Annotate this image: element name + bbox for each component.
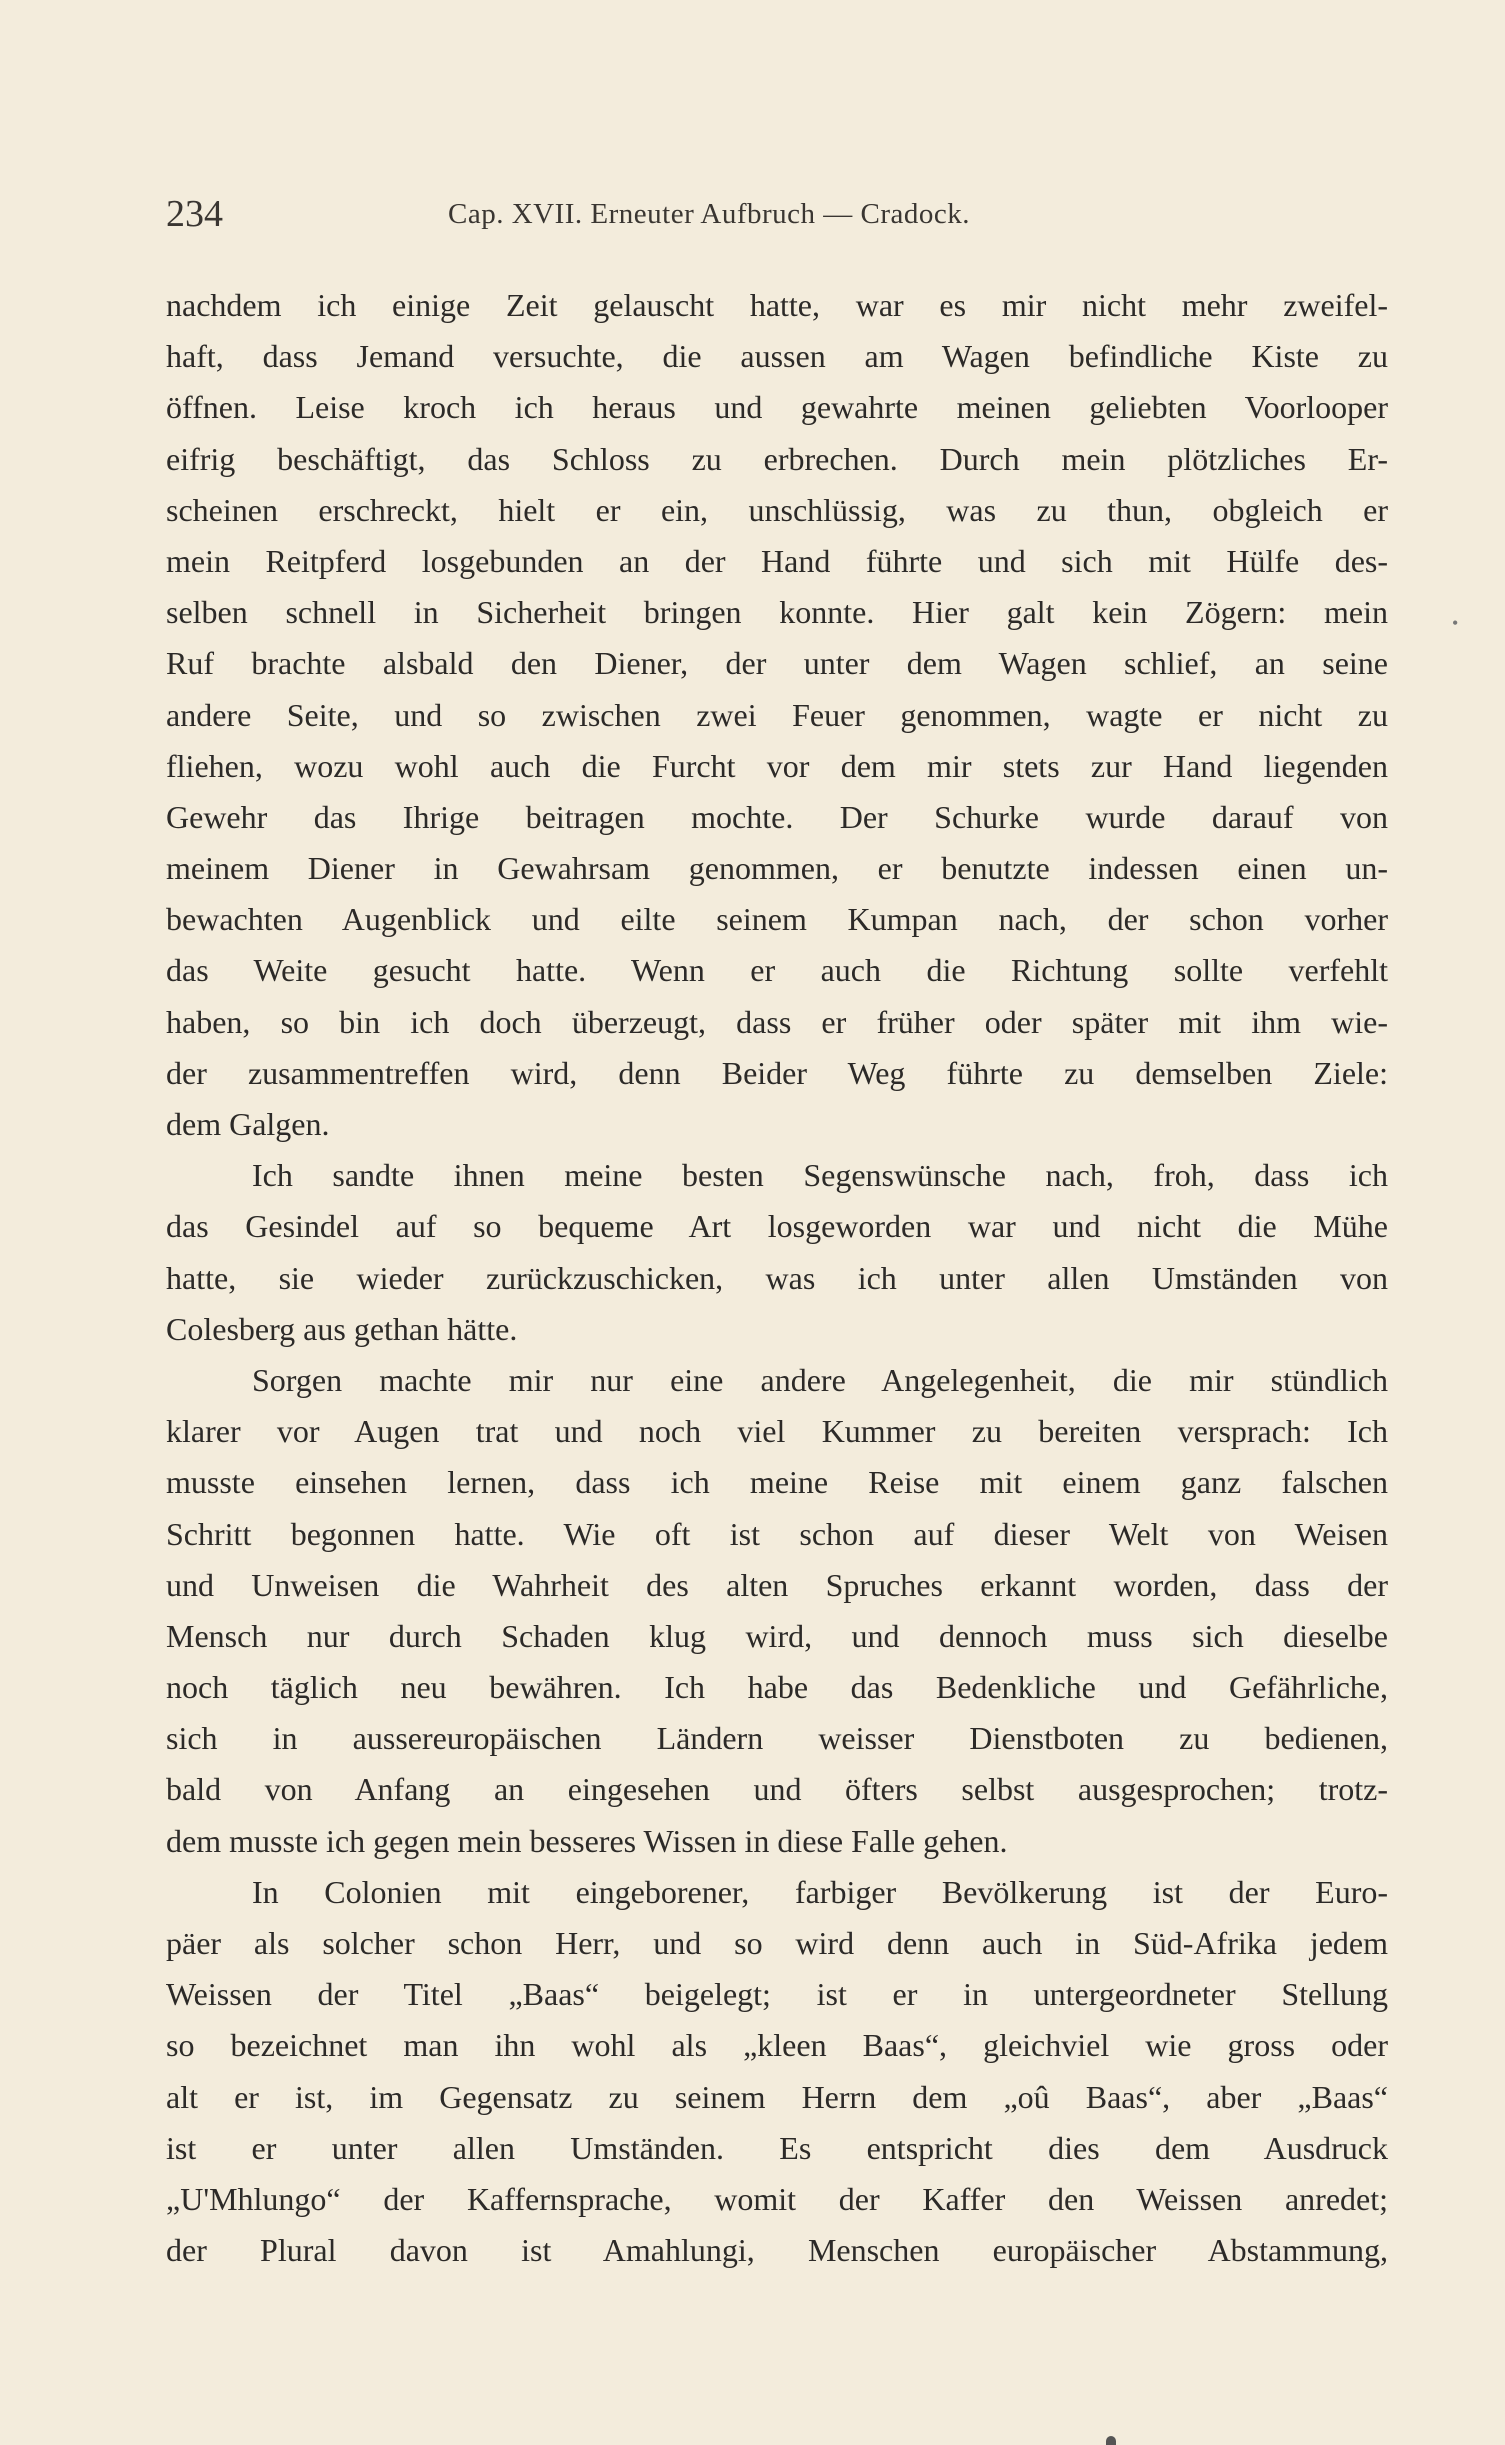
text-line: bewachten Augenblick und eilte seinem Kumpan nach, der schon vorher [166,901,1388,938]
text-line: haft, dass Jemand versuchte, die aussen am Wagen befindliche Kiste zu [166,338,1388,375]
text-line: andere Seite, und so zwischen zwei Feuer genommen, wagte er nicht zu [166,696,1388,733]
text-line: dem musste ich gegen mein besseres Wissen in diese Falle gehen. [166,1822,1008,1859]
text-line: mein Reitpferd losgebunden an der Hand führte und sich mit Hülfe des- [166,542,1388,579]
text-line: noch täglich neu bewähren. Ich habe das Bedenkliche und Gefährliche, [166,1669,1388,1706]
margin-mark: • [1452,613,1459,633]
text-line: der Plural davon ist Amahlungi, Menschen europäischer Abstammung, [166,2232,1388,2269]
text-line: das Weite gesucht hatte. Wenn er auch die Richtung sollte verfehlt [166,952,1388,989]
page-body [166,280,1388,2276]
paragraph-first-line: Ich sandte ihnen meine besten Segenswünsche nach, froh, dass ich [252,1157,1388,1194]
text-line: Gewehr das Ihrige beitragen mochte. Der Schurke wurde darauf von [166,798,1388,835]
text-line: Schritt begonnen hatte. Wie oft ist schon auf dieser Welt von Weisen [166,1515,1388,1552]
running-head: Cap. XVII. Erneuter Aufbruch — Cradock. [448,198,971,230]
text-line: haben, so bin ich doch überzeugt, dass er früher oder später mit ihm wie- [166,1003,1388,1040]
text-line: päer als solcher schon Herr, und so wird denn auch in Süd-Afrika jedem [166,1925,1388,1961]
text-line: der zusammentreffen wird, denn Beider Weg führte zu demselben Ziele: [166,1054,1388,1091]
paragraph-first-line: In Colonien mit eingeborener, farbiger Bevölkerung ist der Euro- [252,1873,1388,1910]
text-line: nachdem ich einige Zeit gelauscht hatte, war es mir nicht mehr zweifel- [166,287,1388,323]
text-line: meinem Diener in Gewahrsam genommen, er benutzte indessen einen un- [166,850,1388,887]
text-line: ist er unter allen Umständen. Es entspricht dies dem Ausdruck [166,2129,1388,2166]
text-line: und Unweisen die Wahrheit des alten Spruches erkannt worden, dass der [166,1566,1388,1603]
text-line: Mensch nur durch Schaden klug wird, und dennoch muss sich dieselbe [166,1617,1388,1654]
text-line: Weissen der Titel „Baas“ beigelegt; ist er in untergeordneter Stellung [166,1976,1388,2013]
text-line: so bezeichnet man ihn wohl als „kleen Baas“, gleichviel wie gross oder [166,2027,1388,2064]
text-line: selben schnell in Sicherheit bringen konnte. Hier galt kein Zögern: mein [166,594,1388,631]
text-line: Ruf brachte alsbald den Diener, der unter dem Wagen schlief, an seine [166,645,1388,682]
paragraph-first-line: Sorgen machte mir nur eine andere Angelegenheit, die mir stündlich [252,1361,1388,1398]
text-line: das Gesindel auf so bequeme Art losgeworden war und nicht die Mühe [166,1208,1388,1245]
page-number: 234 [166,193,223,235]
text-line: hatte, sie wieder zurückzuschicken, was ich unter allen Umständen von [166,1259,1388,1296]
text-line: öffnen. Leise kroch ich heraus und gewahrte meinen geliebten Voorlooper [166,389,1388,426]
text-line: „U'Mhlungo“ der Kaffernsprache, womit der Kaffer den Weissen anredet; [166,2180,1388,2217]
page-header [166,192,1388,242]
print-speck [1106,2436,1116,2445]
text-line: alt er ist, im Gegensatz zu seinem Herrn dem „oû Baas“, aber „Baas“ [166,2078,1388,2115]
text-line: bald von Anfang an eingesehen und öfters selbst ausgesprochen; trotz- [166,1771,1388,1808]
text-line: musste einsehen lernen, dass ich meine Reise mit einem ganz falschen [166,1464,1388,1501]
text-line: Colesberg aus gethan hätte. [166,1310,518,1347]
text-line: klarer vor Augen trat und noch viel Kummer zu bereiten versprach: Ich [166,1413,1388,1450]
text-line: dem Galgen. [166,1106,330,1142]
text-line: eifrig beschäftigt, das Schloss zu erbrechen. Durch mein plötzliches Er- [166,440,1388,477]
text-line: sich in aussereuropäischen Ländern weisser Dienstboten zu bedienen, [166,1720,1388,1757]
text-line: scheinen erschreckt, hielt er ein, unschlüssig, was zu thun, obgleich er [166,491,1388,528]
text-line: fliehen, wozu wohl auch die Furcht vor dem mir stets zur Hand liegenden [166,747,1388,784]
